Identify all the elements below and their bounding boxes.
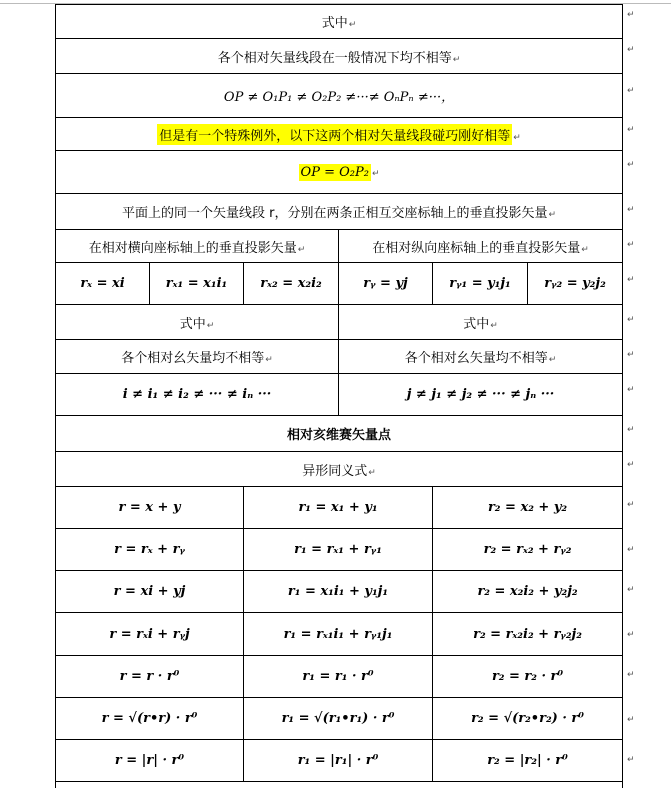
- formula-cell: r = √(r•r) · r⁰: [56, 698, 244, 740]
- paragraph-mark: ↵: [627, 460, 635, 470]
- formula-cell: rₓ = xi: [56, 263, 150, 305]
- formula-cell: r₂ = rₓ₂ + rᵧ₂: [433, 529, 623, 571]
- paragraph-mark: ↵: [627, 755, 635, 765]
- table-row: [56, 230, 623, 263]
- formula-cell: r₂ = rₓ₂i₂ + rᵧ₂j₂: [433, 613, 623, 656]
- paragraph-mark: ↵: [627, 10, 635, 20]
- caption-cell: 式中↵: [56, 305, 339, 340]
- table-row: [56, 39, 623, 74]
- formula-cell: rᵧ = yj: [339, 263, 433, 305]
- formula-cell: i ≠ i₁ ≠ i₂ ≠ ··· ≠ iₙ ···: [56, 374, 339, 416]
- table-row: [56, 374, 623, 416]
- formula-cell: r₁ = |r₁| · r⁰: [244, 740, 433, 782]
- formula-cell: r = rₓ + rᵧ: [56, 529, 244, 571]
- table-row: [56, 656, 623, 698]
- formula-cell: rₓ₁ = x₁i₁: [150, 263, 244, 305]
- formula-cell: r₂ = |r₂| · r⁰: [433, 740, 623, 782]
- formula-cell: r₂ = √(r₂•r₂) · r⁰: [433, 698, 623, 740]
- horizontal-heading-cell: 在相对横向座标轴上的垂直投影矢量↵: [56, 230, 339, 263]
- table-row: [56, 194, 623, 230]
- table-row: [56, 74, 623, 118]
- table-row: [56, 416, 623, 452]
- table-row: [56, 613, 623, 656]
- caption-cell: 式中↵: [56, 5, 623, 39]
- description-cell: 各个相对幺矢量均不相等↵: [339, 340, 623, 374]
- formula-cell: rₓ₂ = x₂i₂: [244, 263, 339, 305]
- highlight-formula-cell: OP = O₂P₂ ↵: [56, 151, 623, 194]
- table-row: [56, 305, 623, 340]
- highlight-cell: 但是有一个特殊例外，以下这两个相对矢量线段碰巧刚好相等 ↵: [56, 118, 623, 151]
- paragraph-mark: ↵: [627, 385, 635, 395]
- document-page: [55, 4, 622, 788]
- formula-cell: r₂ = x₂ + y₂: [433, 487, 623, 529]
- paragraph-mark: ↵: [627, 275, 635, 285]
- formula-cell: r₁ = rₓ₁i₁ + rᵧ₁j₁: [244, 613, 433, 656]
- table-row: [56, 118, 623, 151]
- formula-cell: r₁ = x₁ + y₁: [244, 487, 433, 529]
- caption-cell: 式中↵: [339, 305, 623, 340]
- table-row: [56, 529, 623, 571]
- paragraph-mark: ↵: [627, 240, 635, 250]
- table-row: [56, 263, 623, 305]
- formula-cell: rᵧ₂ = y₂j₂: [528, 263, 623, 305]
- table-tail-cell: [56, 782, 623, 788]
- paragraph-mark: ↵: [627, 125, 635, 135]
- paragraph-mark: ↵: [627, 86, 635, 96]
- formula-cell: r = x + y: [56, 487, 244, 529]
- table-row: [56, 782, 623, 788]
- table-row: [56, 452, 623, 487]
- paragraph-mark: ↵: [627, 670, 635, 680]
- table-row: [56, 340, 623, 374]
- table-row: [56, 740, 623, 782]
- paragraph-mark: ↵: [627, 715, 635, 725]
- paragraph-mark: ↵: [627, 425, 635, 435]
- formula-cell: r₁ = √(r₁•r₁) · r⁰: [244, 698, 433, 740]
- formula-table: [55, 4, 623, 788]
- formula-cell: OP ≠ O₁P₁ ≠ O₂P₂ ≠···≠ OₙPₙ ≠···，: [56, 74, 623, 118]
- formula-cell: r₂ = r₂ · r⁰: [433, 656, 623, 698]
- formula-cell: r₁ = rₓ₁ + rᵧ₁: [244, 529, 433, 571]
- section-title-cell: 相对亥维赛矢量点: [56, 416, 623, 452]
- vertical-heading-cell: 在相对纵向座标轴上的垂直投影矢量↵: [339, 230, 623, 263]
- paragraph-mark: ↵: [627, 500, 635, 510]
- table-row: [56, 151, 623, 194]
- formula-cell: j ≠ j₁ ≠ j₂ ≠ ··· ≠ jₙ ···: [339, 374, 623, 416]
- formula-cell: rᵧ₁ = y₁j₁: [433, 263, 528, 305]
- paragraph-mark: ↵: [627, 545, 635, 555]
- paragraph-mark: ↵: [627, 630, 635, 640]
- description-cell: 各个相对矢量线段在一般情况下均不相等↵: [56, 39, 623, 74]
- paragraph-mark: ↵: [627, 205, 635, 215]
- paragraph-mark: ↵: [627, 160, 635, 170]
- formula-cell: r₁ = r₁ · r⁰: [244, 656, 433, 698]
- table-row: [56, 698, 623, 740]
- formula-cell: r = xi + yj: [56, 571, 244, 613]
- description-cell: 各个相对幺矢量均不相等↵: [56, 340, 339, 374]
- projection-heading-cell: 平面上的同一个矢量线段 r，分别在两条正相互交座标轴上的垂直投影矢量↵: [56, 194, 623, 230]
- formula-cell: r = r · r⁰: [56, 656, 244, 698]
- paragraph-mark: ↵: [627, 585, 635, 595]
- formula-cell: r₁ = x₁i₁ + y₁j₁: [244, 571, 433, 613]
- formula-cell: r = |r| · r⁰: [56, 740, 244, 782]
- table-row: [56, 571, 623, 613]
- paragraph-mark: ↵: [627, 45, 635, 55]
- paragraph-mark: ↵: [627, 315, 635, 325]
- table-row: [56, 5, 623, 39]
- formula-cell: r = rₓi + rᵧj: [56, 613, 244, 656]
- table-row: [56, 487, 623, 529]
- formula-cell: r₂ = x₂i₂ + y₂j₂: [433, 571, 623, 613]
- paragraph-mark: ↵: [627, 350, 635, 360]
- section-subtitle-cell: 异形同义式↵: [56, 452, 623, 487]
